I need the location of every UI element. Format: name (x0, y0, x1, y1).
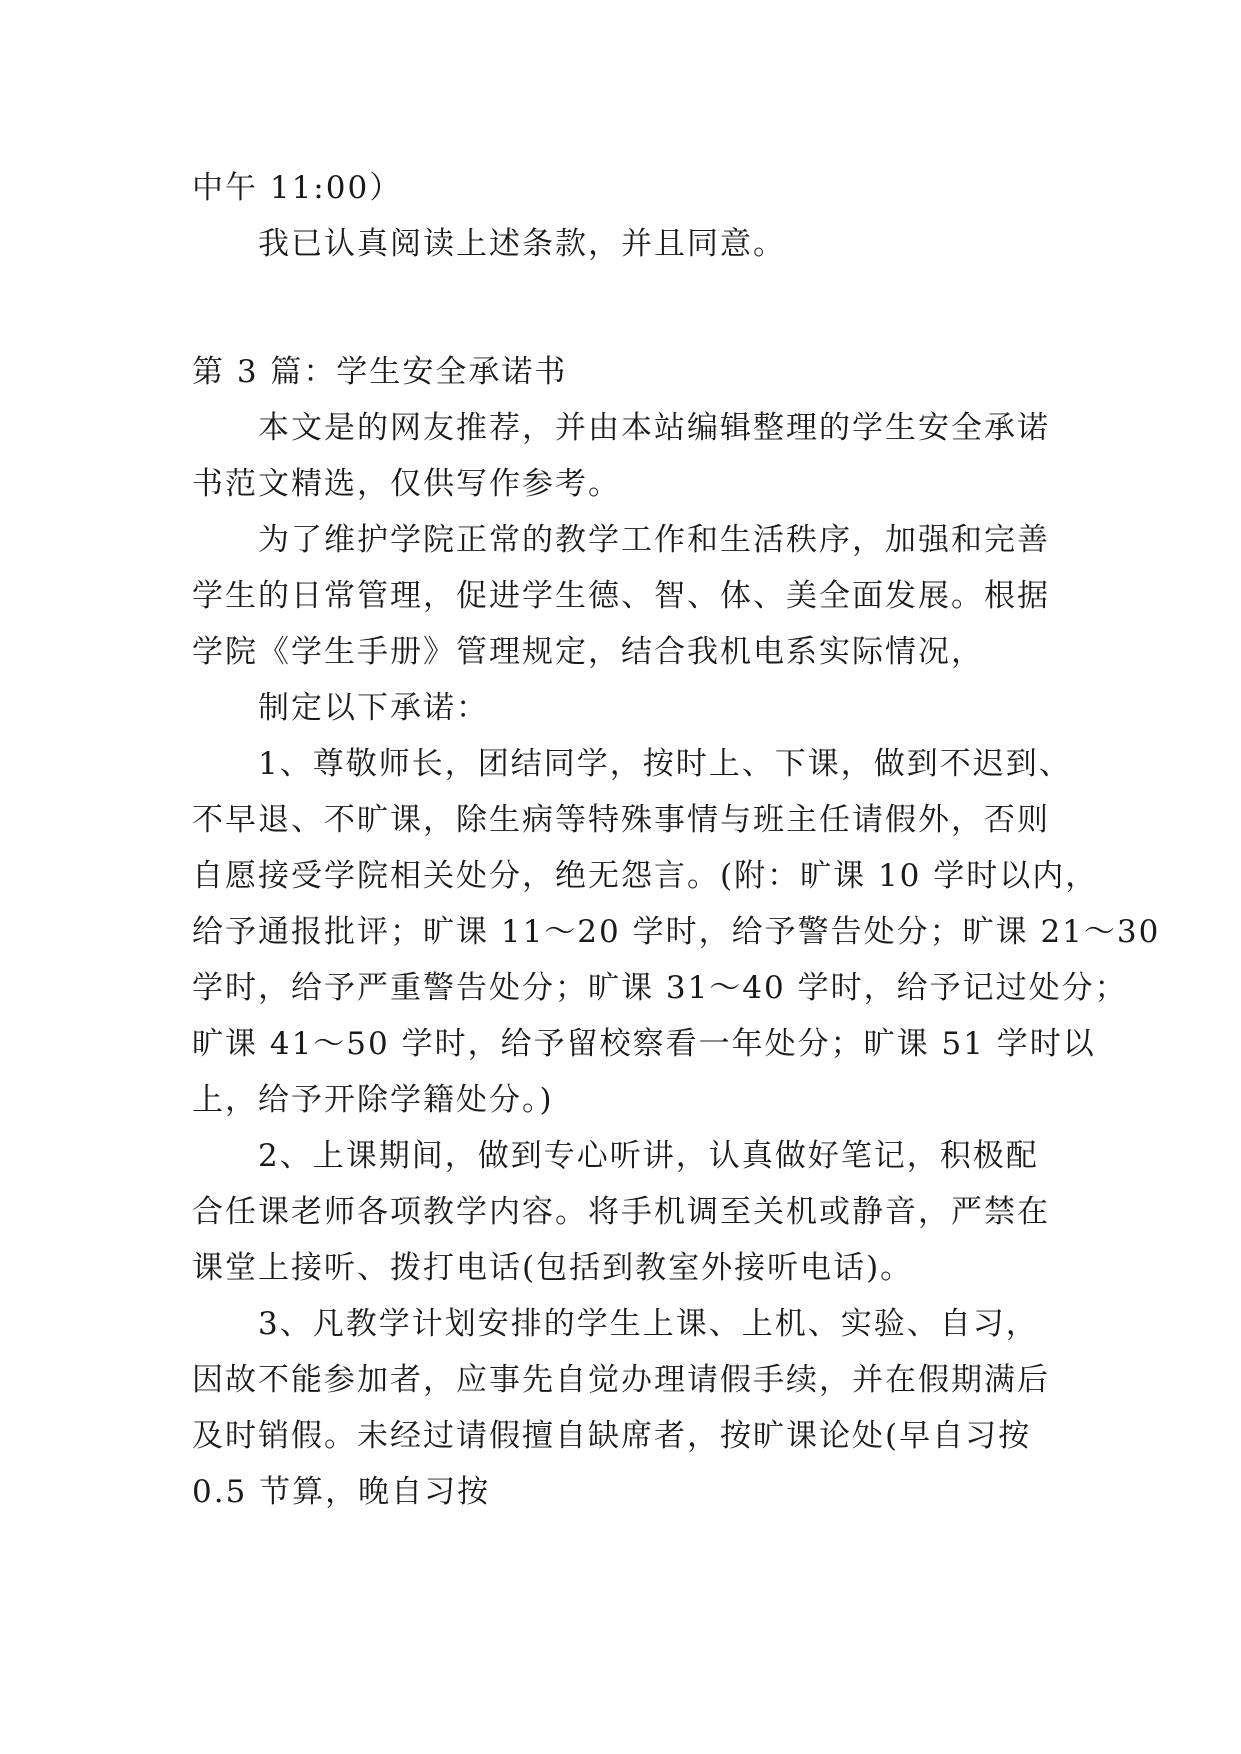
paragraph (192, 736, 1161, 1128)
text-line: 我已认真阅读上述条款，并且同意。 (258, 226, 786, 262)
text-line: 1、尊敬师长，团结同学，按时上、下课，做到不迟到、 (258, 746, 1072, 782)
text-line: 及时销假。未经过请假擅自缺席者，按旷课论处(早自习按 (192, 1418, 1032, 1454)
text-line: 2、上课期间，做到专心听讲，认真做好笔记，积极配 (258, 1138, 1039, 1174)
text-line: 合任课老师各项教学内容。将手机调至关机或静音，严禁在 (192, 1194, 1050, 1230)
text-line: 学院《学生手册》管理规定，结合我机电系实际情况， (192, 634, 984, 670)
paragraph (192, 1296, 1072, 1520)
text-line: 书范文精选，仅供写作参考。 (192, 466, 621, 502)
document-body (192, 160, 1161, 1520)
text-line: 课堂上接听、拨打电话(包括到教室外接听电话)。 (192, 1250, 914, 1286)
text-line: 制定以下承诺： (258, 690, 489, 726)
text-line: 不早退、不旷课，除生病等特殊事情与班主任请假外，否则 (192, 802, 1050, 838)
text-line: 给予通报批评；旷课 11～20 学时，给予警告处分；旷课 21～30 (192, 914, 1161, 950)
text-line: 中午 11:00） (192, 170, 403, 206)
text-line: 自愿接受学院相关处分，绝无怨言。(附：旷课 10 学时以内， (192, 858, 1099, 894)
section-title: 第 3 篇：学生安全承诺书 (192, 354, 568, 390)
text-line: 学时，给予严重警告处分；旷课 31～40 学时，给予记过处分； (192, 970, 1128, 1006)
text-line: 学生的日常管理，促进学生德、智、体、美全面发展。根据 (192, 578, 1050, 614)
paragraph (192, 512, 1072, 680)
text-line: 3、凡教学计划安排的学生上课、上机、实验、自习， (258, 1306, 1039, 1342)
text-line: 0.5 节算，晚自习按 (192, 1474, 491, 1510)
text-line: 为了维护学院正常的教学工作和生活秩序，加强和完善 (258, 522, 1050, 558)
section-gap (192, 272, 1072, 344)
text-line: 上，给予开除学籍处分。) (192, 1082, 554, 1118)
text-line: 本文是的网友推荐，并由本站编辑整理的学生安全承诺 (258, 410, 1050, 446)
paragraph (192, 680, 1072, 736)
text-line: 旷课 41～50 学时，给予留校察看一年处分；旷课 51 学时以 (192, 1026, 1096, 1062)
text-line: 因故不能参加者，应事先自觉办理请假手续，并在假期满后 (192, 1362, 1050, 1398)
paragraph (192, 400, 1072, 512)
paragraph (192, 1128, 1072, 1296)
